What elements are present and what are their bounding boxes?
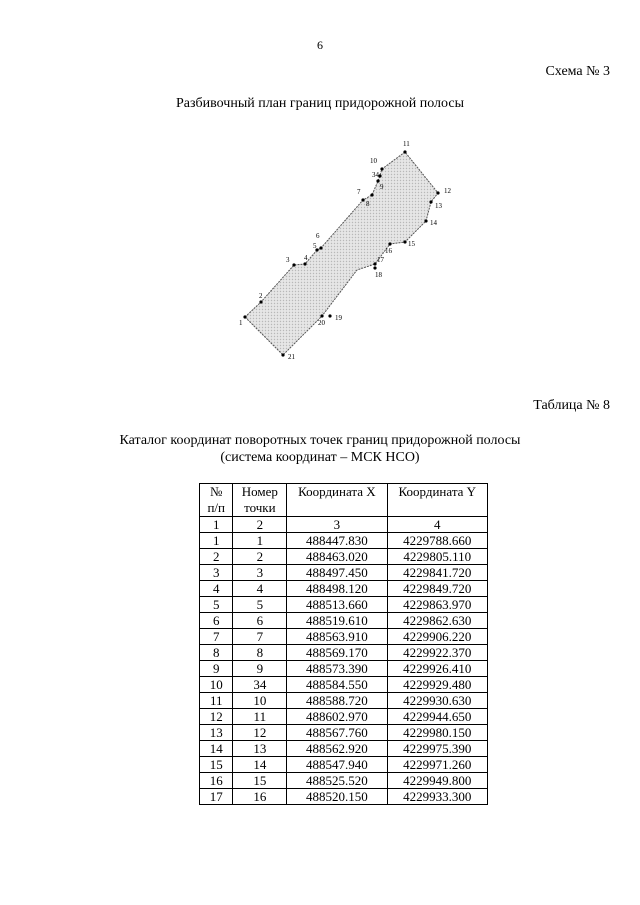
point-number-cell: 8 <box>233 645 287 661</box>
row-number-cell: 13 <box>200 725 233 741</box>
point-number-cell: 9 <box>233 661 287 677</box>
y-coordinate-cell: 4229862.630 <box>387 613 487 629</box>
point-number-cell: 12 <box>233 725 287 741</box>
boundary-point-marker <box>320 314 323 317</box>
boundary-point-marker <box>303 262 306 265</box>
y-coordinate-cell: 4229863.970 <box>387 597 487 613</box>
boundary-point-label: 4 <box>304 254 308 262</box>
point-number-cell: 10 <box>233 693 287 709</box>
boundary-point-label: 15 <box>408 240 415 248</box>
boundary-point-label: 7 <box>357 188 361 196</box>
x-coordinate-cell: 488497.450 <box>287 565 387 581</box>
boundary-point-label: 21 <box>288 353 295 361</box>
x-coordinate-cell: 488573.390 <box>287 661 387 677</box>
boundary-point-marker <box>373 266 376 269</box>
boundary-point-label: 14 <box>430 219 437 227</box>
table-row <box>200 693 488 709</box>
boundary-point-marker <box>370 193 373 196</box>
table-row <box>200 549 488 565</box>
boundary-point-label: 17 <box>377 256 384 264</box>
boundary-plan <box>225 140 465 370</box>
row-number-cell: 10 <box>200 677 233 693</box>
boundary-point-label: 9 <box>380 183 384 191</box>
table-row <box>200 629 488 645</box>
scheme-label: Схема № 3 <box>545 64 610 79</box>
coordinates-table <box>199 483 488 805</box>
boundary-point-label: 10 <box>370 157 377 165</box>
boundary-point-label: 16 <box>385 247 392 255</box>
table-row <box>200 773 488 789</box>
y-coordinate-cell: 4229849.720 <box>387 581 487 597</box>
table-row <box>200 597 488 613</box>
road-strip-polygon <box>245 152 438 355</box>
point-number-cell: 15 <box>233 773 287 789</box>
point-number-cell: 14 <box>233 757 287 773</box>
y-coordinate-cell: 4229788.660 <box>387 533 487 549</box>
x-coordinate-cell: 488498.120 <box>287 581 387 597</box>
index-cell: 2 <box>233 517 287 533</box>
row-number-cell: 2 <box>200 549 233 565</box>
header-point: Номер точки <box>233 484 287 517</box>
header-x: Координата X <box>287 484 387 517</box>
table-row <box>200 645 488 661</box>
boundary-point-marker <box>429 200 432 203</box>
row-number-cell: 4 <box>200 581 233 597</box>
boundary-point-marker <box>424 219 427 222</box>
catalog-title-line-2: (система координат – МСК НСО) <box>220 450 420 465</box>
point-number-cell: 6 <box>233 613 287 629</box>
boundary-point-marker <box>403 150 406 153</box>
table-header-row <box>200 484 488 517</box>
point-number-cell: 34 <box>233 677 287 693</box>
y-coordinate-cell: 4229929.480 <box>387 677 487 693</box>
row-number-cell: 5 <box>200 597 233 613</box>
boundary-point-marker <box>292 263 295 266</box>
x-coordinate-cell: 488602.970 <box>287 709 387 725</box>
row-number-cell: 1 <box>200 533 233 549</box>
row-number-cell: 17 <box>200 789 233 805</box>
page-number: 6 <box>317 38 323 52</box>
x-coordinate-cell: 488562.920 <box>287 741 387 757</box>
boundary-point-label: 5 <box>313 242 317 250</box>
point-number-cell: 16 <box>233 789 287 805</box>
boundary-point-marker <box>281 353 284 356</box>
row-number-cell: 14 <box>200 741 233 757</box>
table-row <box>200 581 488 597</box>
row-number-cell: 15 <box>200 757 233 773</box>
table-row <box>200 613 488 629</box>
x-coordinate-cell: 488520.150 <box>287 789 387 805</box>
point-number-cell: 13 <box>233 741 287 757</box>
x-coordinate-cell: 488563.910 <box>287 629 387 645</box>
catalog-title <box>0 432 640 466</box>
x-coordinate-cell: 488588.720 <box>287 693 387 709</box>
boundary-point-label: 20 <box>318 319 325 327</box>
row-number-cell: 3 <box>200 565 233 581</box>
boundary-point-marker <box>328 314 331 317</box>
row-number-cell: 11 <box>200 693 233 709</box>
index-cell: 1 <box>200 517 233 533</box>
point-number-cell: 7 <box>233 629 287 645</box>
boundary-point-marker <box>388 242 391 245</box>
x-coordinate-cell: 488513.660 <box>287 597 387 613</box>
y-coordinate-cell: 4229949.800 <box>387 773 487 789</box>
row-number-cell: 7 <box>200 629 233 645</box>
boundary-point-label: 19 <box>335 314 342 322</box>
table-row <box>200 757 488 773</box>
point-number-cell: 2 <box>233 549 287 565</box>
y-coordinate-cell: 4229944.650 <box>387 709 487 725</box>
y-coordinate-cell: 4229975.390 <box>387 741 487 757</box>
y-coordinate-cell: 4229841.720 <box>387 565 487 581</box>
table-row <box>200 565 488 581</box>
x-coordinate-cell: 488567.760 <box>287 725 387 741</box>
y-coordinate-cell: 4229980.150 <box>387 725 487 741</box>
boundary-point-marker <box>243 315 246 318</box>
x-coordinate-cell: 488547.940 <box>287 757 387 773</box>
boundary-point-label: 1 <box>239 319 243 327</box>
y-coordinate-cell: 4229971.260 <box>387 757 487 773</box>
table-row <box>200 709 488 725</box>
catalog-title-line-1: Каталог координат поворотных точек границ придорожной полосы <box>119 433 521 448</box>
table-body <box>200 533 488 805</box>
boundary-point-marker <box>436 191 439 194</box>
y-coordinate-cell: 4229922.370 <box>387 645 487 661</box>
y-coordinate-cell: 4229933.300 <box>387 789 487 805</box>
header-y: Координата Y <box>387 484 487 517</box>
point-number-cell: 3 <box>233 565 287 581</box>
boundary-point-label: 34 <box>372 171 379 179</box>
table-row <box>200 789 488 805</box>
boundary-point-label: 13 <box>435 202 442 210</box>
y-coordinate-cell: 4229926.410 <box>387 661 487 677</box>
plan-title: Разбивочный план границ придорожной полосы <box>175 96 465 111</box>
boundary-point-marker <box>259 300 262 303</box>
boundary-point-label: 12 <box>444 187 451 195</box>
x-coordinate-cell: 488569.170 <box>287 645 387 661</box>
boundary-point-label: 11 <box>403 140 410 148</box>
point-number-cell: 1 <box>233 533 287 549</box>
boundary-point-marker <box>403 240 406 243</box>
row-number-cell: 9 <box>200 661 233 677</box>
table-row <box>200 725 488 741</box>
boundary-point-marker <box>361 198 364 201</box>
point-number-cell: 5 <box>233 597 287 613</box>
x-coordinate-cell: 488525.520 <box>287 773 387 789</box>
index-cell: 4 <box>387 517 487 533</box>
y-coordinate-cell: 4229805.110 <box>387 549 487 565</box>
row-number-cell: 12 <box>200 709 233 725</box>
index-cell: 3 <box>287 517 387 533</box>
row-number-cell: 8 <box>200 645 233 661</box>
boundary-point-label: 8 <box>366 200 370 208</box>
table-index-row <box>200 517 488 533</box>
x-coordinate-cell: 488463.020 <box>287 549 387 565</box>
y-coordinate-cell: 4229930.630 <box>387 693 487 709</box>
header-number: № п/п <box>200 484 233 517</box>
boundary-point-marker <box>380 167 383 170</box>
boundary-point-label: 2 <box>259 292 263 300</box>
point-number-cell: 4 <box>233 581 287 597</box>
x-coordinate-cell: 488584.550 <box>287 677 387 693</box>
row-number-cell: 6 <box>200 613 233 629</box>
x-coordinate-cell: 488519.610 <box>287 613 387 629</box>
x-coordinate-cell: 488447.830 <box>287 533 387 549</box>
boundary-point-label: 3 <box>286 256 290 264</box>
point-number-cell: 11 <box>233 709 287 725</box>
table-label: Таблица № 8 <box>533 398 610 413</box>
y-coordinate-cell: 4229906.220 <box>387 629 487 645</box>
boundary-point-label: 6 <box>316 232 320 240</box>
row-number-cell: 16 <box>200 773 233 789</box>
table-row <box>200 533 488 549</box>
boundary-point-marker <box>319 246 322 249</box>
table-row <box>200 741 488 757</box>
table-row <box>200 661 488 677</box>
boundary-point-label: 18 <box>375 271 382 279</box>
table-row <box>200 677 488 693</box>
